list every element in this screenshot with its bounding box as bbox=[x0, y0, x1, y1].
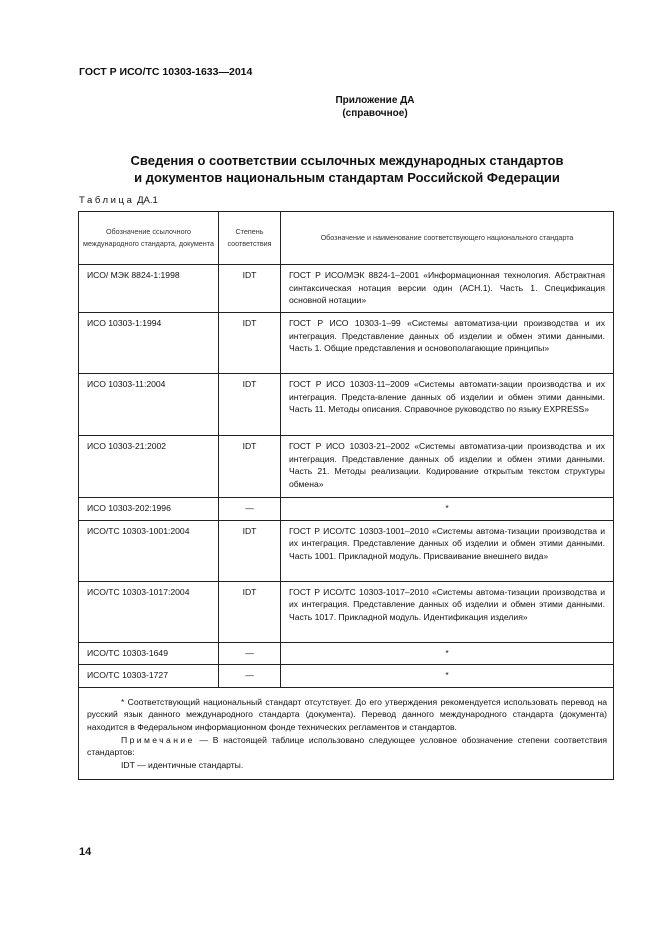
table-row bbox=[79, 581, 614, 642]
column-header-degree: Степень соответствия bbox=[219, 212, 281, 265]
appendix-heading bbox=[280, 94, 470, 120]
section-heading-line1: Сведения о соответствии ссылочных международных стандартов bbox=[130, 153, 564, 168]
reference-cell: ИСО 10303-1:1994 bbox=[79, 313, 219, 374]
national-standard-cell: * bbox=[281, 642, 614, 665]
national-standard-cell: ГОСТ Р ИСО/ТС 10303-1001–2010 «Системы автома-тизации производства и их интеграция. Представление данных об изделии и обмен этими данными. Часть 1001. Прикладной модуль. Присваивание внешнего вида» bbox=[281, 520, 614, 581]
table-row bbox=[79, 265, 614, 313]
table-row bbox=[79, 436, 614, 498]
note-item: IDT — идентичные стандарты. bbox=[121, 759, 244, 770]
table-row bbox=[79, 520, 614, 581]
note bbox=[87, 734, 607, 759]
table-row bbox=[79, 498, 614, 521]
degree-cell: — bbox=[219, 665, 281, 688]
degree-cell: — bbox=[219, 642, 281, 665]
national-standard-cell: ГОСТ Р ИСО/ТС 10303-1017–2010 «Системы автома-тизации производства и их интеграция. Представление данных об изделии и обмен этими данными. Часть 1017. Прикладной модуль. Идентификация изделия» bbox=[281, 581, 614, 642]
reference-cell: ИСО/ МЭК 8824-1:1998 bbox=[79, 265, 219, 313]
reference-cell: ИСО/ТС 10303-1001:2004 bbox=[79, 520, 219, 581]
reference-cell: ИСО 10303-202:1996 bbox=[79, 498, 219, 521]
document-code: ГОСТ Р ИСО/ТС 10303-1633—2014 bbox=[79, 66, 253, 78]
national-standard-cell: ГОСТ Р ИСО 10303-21–2002 «Системы автоматиза-ции производства и их интеграция. Представление данных об изделии и обмен этими данными. Часть 21. Методы реализации. Кодирование открытым текстом структуры обмена» bbox=[281, 436, 614, 498]
table-notes bbox=[79, 687, 614, 780]
table-label bbox=[79, 195, 158, 206]
table-row bbox=[79, 374, 614, 436]
reference-cell: ИСО 10303-21:2002 bbox=[79, 436, 219, 498]
correspondence-table bbox=[78, 211, 614, 780]
table-header-row bbox=[79, 212, 614, 265]
national-standard-cell: ГОСТ Р ИСО 10303-1–99 «Системы автоматиза-ции производства и их интеграция. Представление данных об изделии и обмен этими данными. Часть 1. Общие представления и основополагающие принципы» bbox=[281, 313, 614, 374]
degree-cell: — bbox=[219, 498, 281, 521]
national-standard-cell: * bbox=[281, 665, 614, 688]
note-text: — В настоящей таблице использовано следующее условное обозначение степени соответствия стандартов: bbox=[87, 734, 608, 758]
footnote: * Соответствующий национальный стандарт отсутствует. До его утверждения рекомендуется использовать перевод на русский язык данного международного стандарта (документа). Перевод данного международного стандарта (документа) находится в Федеральном информационном фонде технических регламентов и стандартов. bbox=[87, 696, 607, 732]
reference-cell: ИСО 10303-11:2004 bbox=[79, 374, 219, 436]
national-standard-cell: ГОСТ Р ИСО/МЭК 8824-1–2001 «Информационная технология. Абстрактная синтаксическая нотация версии один (АСН.1). Часть 1. Спецификация основной нотации» bbox=[281, 265, 614, 313]
section-heading bbox=[80, 152, 614, 186]
table-row bbox=[79, 642, 614, 665]
degree-cell: IDT bbox=[219, 436, 281, 498]
column-header-national: Обозначение и наименование соответствующего национального стандарта bbox=[281, 212, 614, 265]
degree-cell: IDT bbox=[219, 520, 281, 581]
national-standard-cell: * bbox=[281, 498, 614, 521]
section-heading-line2: и документов национальным стандартам Российской Федерации bbox=[134, 170, 560, 185]
table-row bbox=[79, 665, 614, 688]
reference-cell: ИСО/ТС 10303-1727 bbox=[79, 665, 219, 688]
appendix-subtitle: (справочное) bbox=[342, 108, 408, 119]
table-label-id: ДА.1 bbox=[137, 195, 158, 206]
column-header-reference: Обозначение ссылочного международного стандарта, документа bbox=[79, 212, 219, 265]
national-standard-cell: ГОСТ Р ИСО 10303-11–2009 «Системы автомати-зации производства и их интеграция. Предста-вление данных об изделии и обмен этими данными. Часть 11. Методы описания. Справочное руководство по языку EXPRESS» bbox=[281, 374, 614, 436]
degree-cell: IDT bbox=[219, 265, 281, 313]
degree-cell: IDT bbox=[219, 374, 281, 436]
table-label-prefix: Таблица bbox=[79, 195, 135, 206]
degree-cell: IDT bbox=[219, 313, 281, 374]
degree-cell: IDT bbox=[219, 581, 281, 642]
reference-cell: ИСО/ТС 10303-1017:2004 bbox=[79, 581, 219, 642]
table-row bbox=[79, 313, 614, 374]
appendix-title: Приложение ДА bbox=[335, 95, 415, 106]
reference-cell: ИСО/ТС 10303-1649 bbox=[79, 642, 219, 665]
note-label: Примечание bbox=[121, 734, 195, 745]
page-number: 14 bbox=[79, 846, 92, 858]
table-notes-row bbox=[79, 687, 614, 780]
